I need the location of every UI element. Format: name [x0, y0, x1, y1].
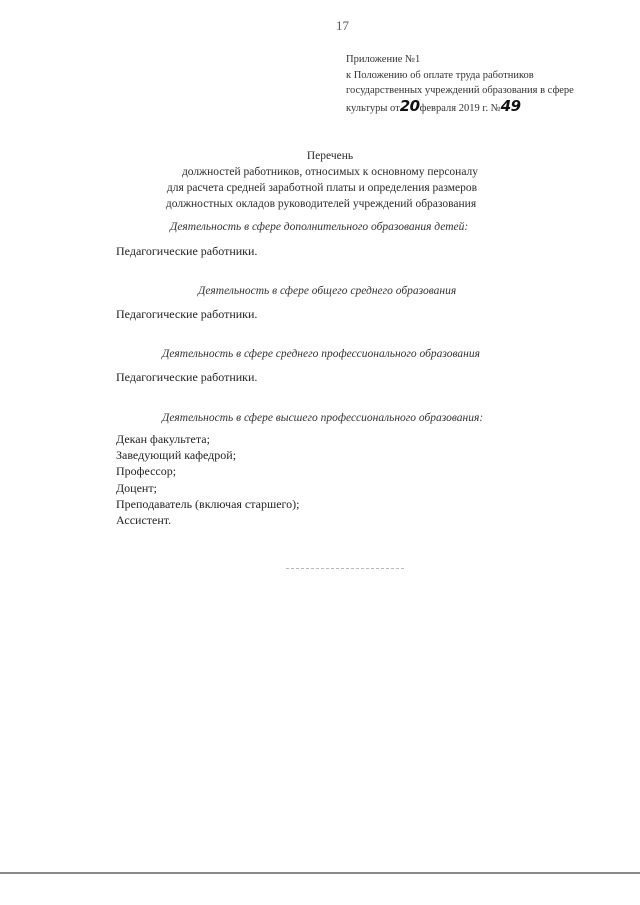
- list-item: Преподаватель (включая старшего);: [116, 496, 300, 511]
- appendix-line-1: Приложение №1: [346, 54, 421, 65]
- appendix-header: [346, 52, 574, 116]
- scan-bottom-edge: [0, 872, 640, 874]
- handwritten-number: 49: [500, 96, 521, 115]
- title-line-1: должностей работников, относимых к основному персоналу: [181, 166, 479, 178]
- appendix-line-3: государственных учреждений образования в сфере: [346, 85, 574, 96]
- title-line-2: для расчета средней заработной платы и определения размеров: [166, 182, 478, 194]
- list-item: Доцент;: [116, 480, 157, 495]
- section-heading-vocational-education: Деятельность в сфере среднего профессионального образования: [162, 348, 480, 360]
- section-heading-additional-education: Деятельность в сфере дополнительного образования детей:: [170, 221, 469, 233]
- appendix-line-4: [346, 96, 574, 117]
- appendix-date-middle: февраля 2019 г. №: [419, 102, 501, 114]
- higher-education-positions-list: [116, 431, 300, 528]
- list-item: Декан факультета;: [116, 432, 210, 446]
- list-item: Ассистент.: [116, 513, 172, 528]
- section-heading-general-education: Деятельность в сфере общего среднего образования: [198, 285, 457, 297]
- list-item: Профессор;: [116, 464, 177, 479]
- section-text-general-education: Педагогические работники.: [116, 307, 258, 321]
- appendix-line-2: к Положению об оплате труда работников: [346, 69, 534, 81]
- title-heading: Перечень: [306, 150, 354, 162]
- section-text-additional-education: Педагогические работники.: [116, 244, 258, 258]
- handwritten-day: 20: [399, 96, 420, 115]
- list-item: Заведующий кафедрой;: [116, 448, 237, 463]
- section-text-vocational-education: Педагогические работники.: [116, 370, 258, 384]
- document-title: [0, 148, 640, 212]
- section-heading-higher-education: Деятельность в сфере высшего профессионального образования:: [162, 412, 484, 424]
- title-line-3: должностных окладов руководителей учреждений образования: [165, 198, 477, 210]
- page-number: 17: [336, 18, 349, 33]
- appendix-date-prefix: культуры от: [346, 102, 400, 114]
- end-divider: [286, 568, 404, 569]
